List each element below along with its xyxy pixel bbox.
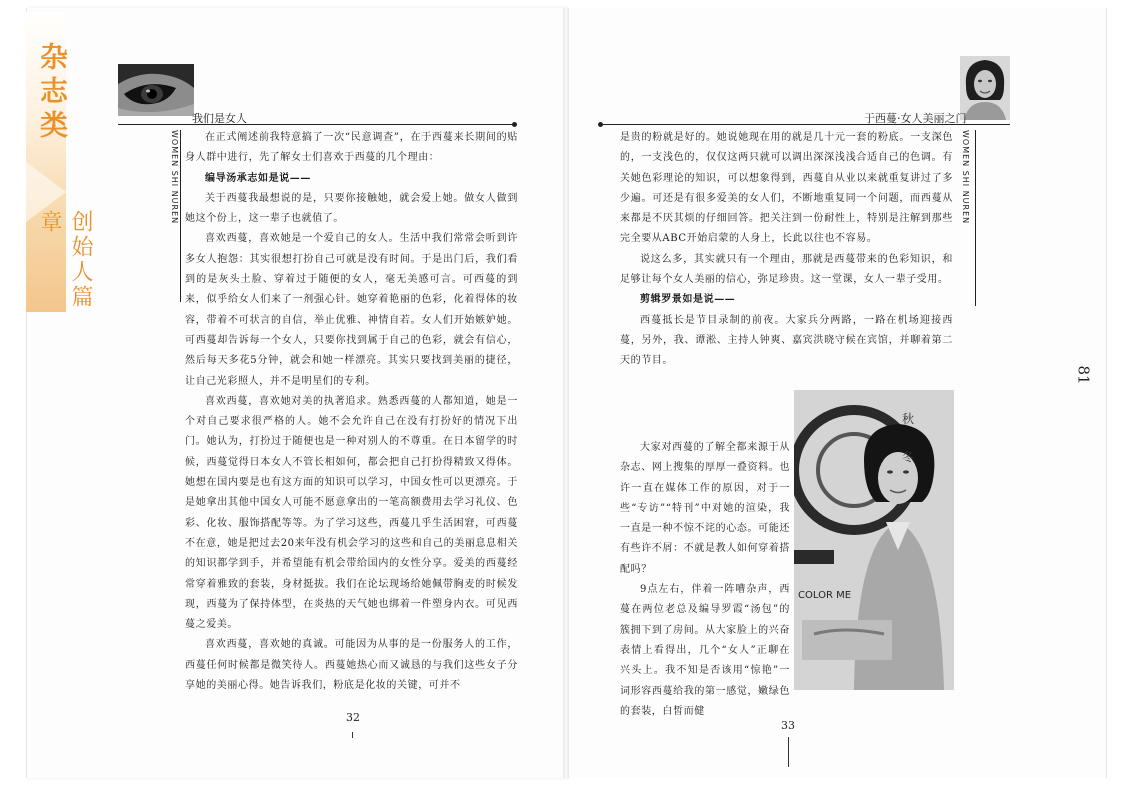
left-paragraph-1: 在正式阐述前我特意搞了一次“民意调查”，在于西蔓来长期间的贴身人群中进行，先了解女士们喜欢于西蔓的几个理由： bbox=[185, 132, 518, 164]
right-header-title: 于西蔓·女人美丽之门 bbox=[864, 112, 967, 125]
photo-sign-text-3: COLOR ME bbox=[798, 590, 852, 601]
right-page-number: 33 bbox=[781, 719, 795, 732]
left-vertical-rule bbox=[180, 130, 181, 302]
left-vertical-label: WOMEN SHI NUREN bbox=[170, 130, 179, 225]
right-vertical-rule bbox=[975, 130, 976, 306]
page-gutter bbox=[563, 8, 569, 778]
right-header-rule bbox=[600, 124, 1010, 125]
right-wrap-column bbox=[620, 438, 790, 722]
left-paragraph-5: 喜欢西蔓，喜欢她的真诚。可能因为从事的是一份服务人的工作，西蔓任何时候都是微笑待人。西蔓她热心而又诚恳的与我们这些女子分享她的美丽心得。她告诉我们，粉底是化妆的关键，可并不 bbox=[185, 639, 518, 692]
photo-sign-text-1: 秋 bbox=[902, 412, 915, 426]
right-paragraph-1: 是贵的粉就是好的。她说她现在用的就是几十元一套的粉底。一支深色的，一支浅色的，仅仅这两只就可以调出深深浅浅合适自己的色调。有关她色彩理论的知识，可以想象得到，西蔓自从业以来就重复讲过了多少遍。可还是有很多爱美的女人们，不断地重复同一个问题，而西蔓从来都是不厌其烦的仔细回答。把关注到一份耐性上，特别是注解到那些完全要从ABC开始启蒙的人身上，长此以往也不容易。 bbox=[620, 132, 953, 245]
side-page-number: 81 bbox=[1074, 365, 1093, 385]
right-vertical-label: WOMEN SHI NUREN bbox=[961, 130, 970, 225]
featured-woman-photo bbox=[794, 390, 954, 690]
left-header-rule-dot bbox=[512, 122, 517, 127]
left-header-rule bbox=[118, 124, 514, 125]
left-paragraph-3: 喜欢西蔓，喜欢她是一个爱自己的女人。生活中我们常常会听到许多女人抱怨：其实很想打扮自己可就是没有时间。于是出门后，我们看到的是灰头土脸、穿着过于随便的女人，毫无美感可言。可西蔓的到来，似乎给女人们来了一剂强心针。她穿着艳丽的色彩，化着得体的妆容，带着不可状言的自信，举止优雅、神情自若。女人们开始嫉妒她。可西蔓却告诉每一个女人，只要你找到属于自己的色彩，就会有信心，然后每天多花5分钟，就会和她一样漂亮。其实只要找到美丽的捷径，让自己光彩照人，并不是明星们的专利。 bbox=[185, 233, 518, 387]
category-lower-label: 创始人篇章 bbox=[37, 210, 93, 310]
right-paragraph-2: 说这么多，其实就只有一个理由，那就是西蔓带来的色彩知识，和足够让每个女人美丽的信心，弥足珍贵。这一堂课，女人一辈子受用。 bbox=[620, 253, 953, 286]
category-upper-label: 杂志类 bbox=[36, 42, 69, 144]
left-page-number: 32 bbox=[346, 711, 360, 724]
right-paragraph-3: 西蔓抵长是节目录制的前夜。大家兵分两路，一路在机场迎接西蔓，另外，我、谭淞、主持人钟爽、嘉宾洪晓守候在宾馆，并聊着第二天的节目。 bbox=[620, 314, 953, 367]
left-subheading-1: 编导汤承志如是说—— bbox=[205, 172, 311, 184]
author-portrait-photo bbox=[960, 56, 1010, 120]
right-footer-mark bbox=[788, 737, 789, 767]
left-footer-mark bbox=[352, 732, 353, 738]
photo-sign-text-2: 冬 bbox=[902, 450, 915, 464]
right-article-column bbox=[620, 128, 953, 372]
left-paragraph-4: 喜欢西蔓，喜欢她对美的执著追求。熟悉西蔓的人都知道，她是一个对自己要求很严格的人。她不会允许自己在没有打扮好的情况下出门。她认为，打扮过于随便也是一种对别人的不尊重。在日本留学的时候，西蔓觉得日本女人不管长相如何，都会把自己打扮得精致又得体。她想在国内要是也有这方面的知识可以学习，中国女性可以更漂亮。于是她拿出其他中国女人可能不愿意拿出的一笔高额费用去学习礼仪、色彩、化妆、服饰搭配等等。为了学习这些，西蔓几乎生活困窘，可西蔓不在意，她是把过去20来年没有机会学习的这些和自己的美丽息息相关的知识都学到手，并希望能有机会带给国内的女性分享。爱美的西蔓经常穿着雅致的套装，身材挺拔。我们在论坛现场给她佩带胸麦的时候发现，西蔓为了保持体型，在炎热的天气她也绑着一件塑身内衣。可见西蔓之爱美。 bbox=[185, 395, 518, 631]
eye-closeup-photo bbox=[118, 64, 194, 116]
right-paragraph-4: 大家对西蔓的了解全都来源于从杂志、网上搜集的厚厚一叠资料。也许一直在媒体工作的原因，对于一些“专访”“特刊”中对她的渲染，我一直是一种不惊不诧的心态。可能还有些许不屑：不就是教人如何穿着搭配吗？ bbox=[620, 442, 790, 575]
left-header-title: 我们是女人 bbox=[192, 112, 247, 125]
right-subheading-1: 剪辑罗景如是说—— bbox=[640, 294, 736, 306]
left-paragraph-2: 关于西蔓我最想说的是，只要你接触她，就会爱上她。做女人做到她这个份上，这一辈子也就值了。 bbox=[185, 192, 518, 225]
right-paragraph-5: 9点左右，伴着一阵嘈杂声，西蔓在两位老总及编导罗霞“汤包”的簇拥下到了房间。从大家脸上的兴奋表情上看得出，几个“女人”正聊在兴头上。我不知是否该用“惊艳”一词形容西蔓给我的第一感觉，嫩绿色的套装，白皙而健 bbox=[620, 584, 790, 717]
left-article-column bbox=[185, 128, 518, 696]
category-side-tab bbox=[26, 12, 93, 312]
